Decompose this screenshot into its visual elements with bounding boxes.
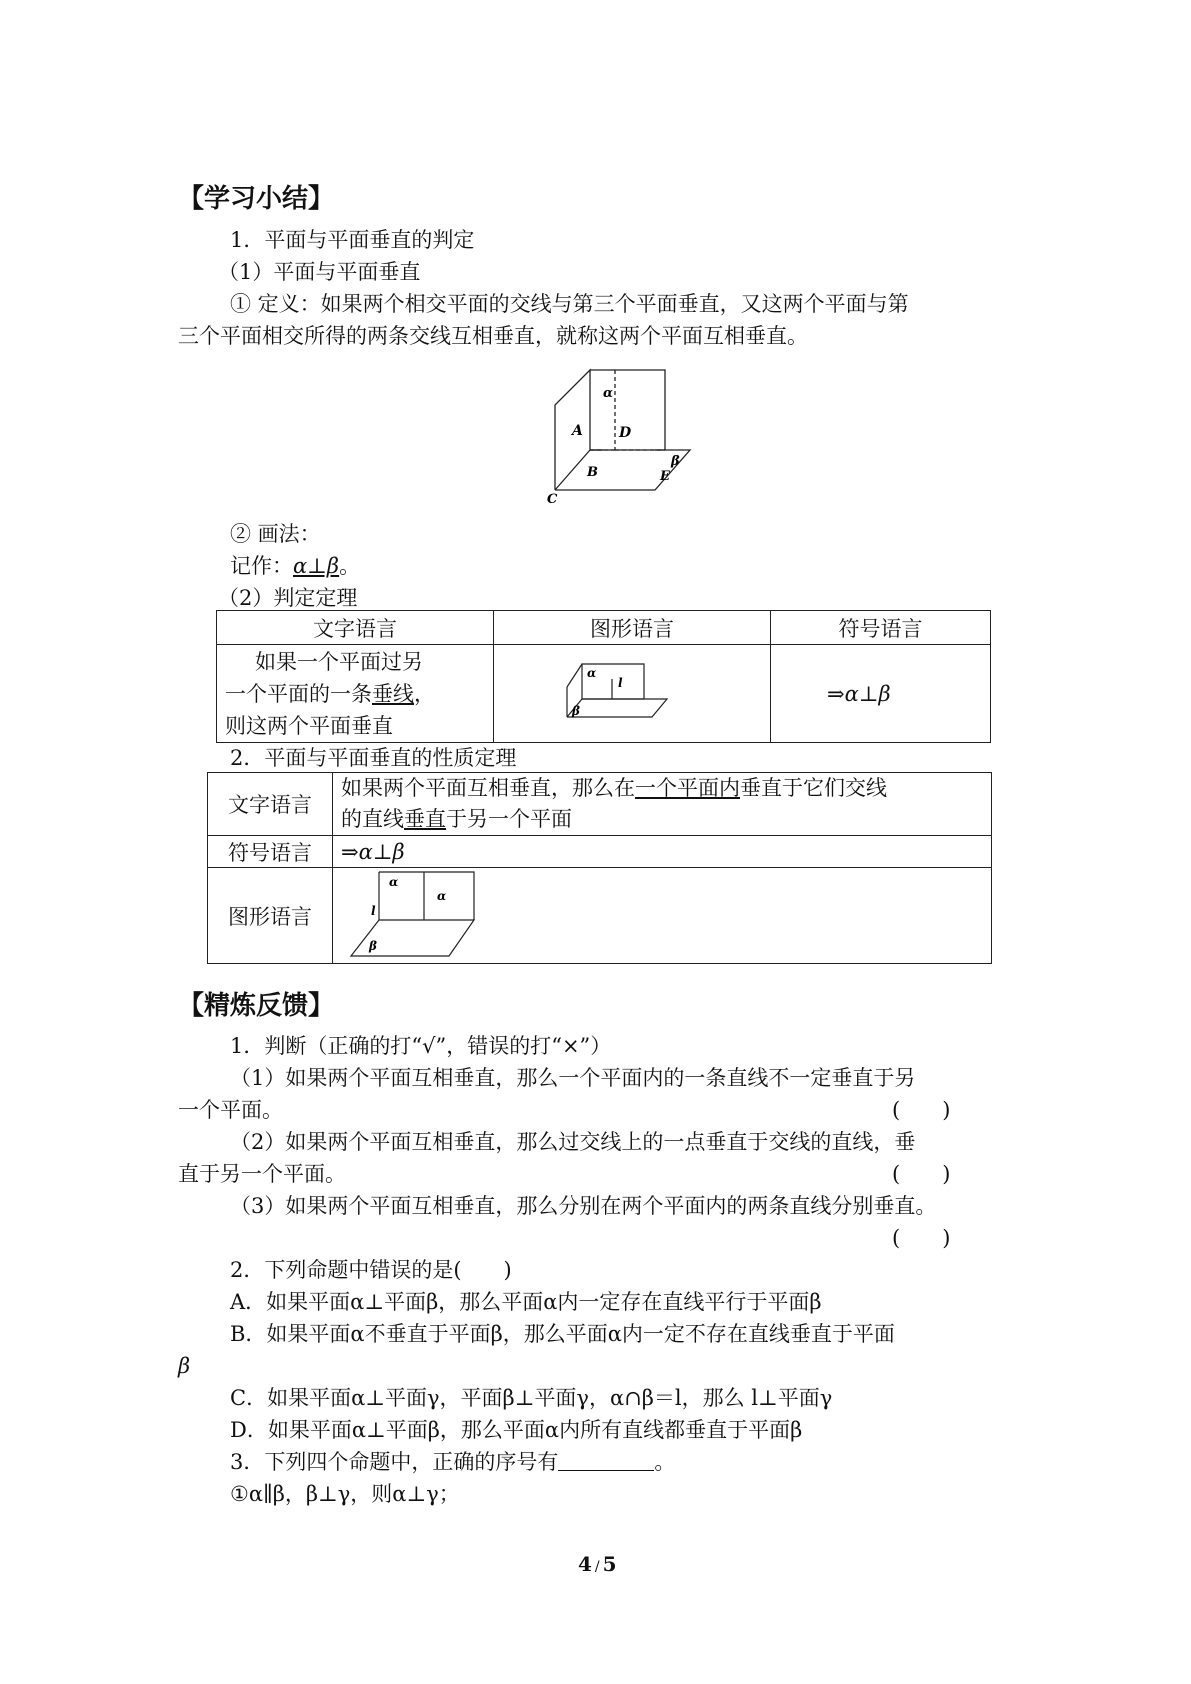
definition-line1: ① 定义：如果两个相交平面的交线与第三个平面垂直，又这两个平面与第 — [230, 292, 909, 316]
table2-label-symbol: 符号语言 — [208, 836, 333, 868]
property-theorem-table — [207, 772, 992, 964]
fig1-label-E: E — [660, 469, 670, 484]
sub2-title: （2）判定定理 — [218, 586, 358, 610]
page-total: 5 — [602, 1552, 617, 1576]
table1-header-symbol: 符号语言 — [771, 611, 991, 645]
notation-line — [230, 550, 360, 582]
q1-1-blank[interactable]: ( ) — [892, 1098, 951, 1122]
notation-suffix: 。 — [339, 554, 361, 578]
table1-text-line2: 一个平面的一条垂线， — [225, 681, 435, 706]
table2-text-cell — [333, 773, 992, 836]
drawing-label: ② 画法： — [230, 522, 321, 546]
table2-label-figure: 图形语言 — [208, 868, 333, 964]
table1-header-figure: 图形语言 — [494, 611, 771, 645]
table1-header-text: 文字语言 — [217, 611, 494, 645]
q2-option-B-line2: β — [178, 1354, 191, 1378]
table1-figure — [552, 659, 672, 729]
q1-1-line1: （1）如果两个平面互相垂直，那么一个平面内的一条直线不一定垂直于另 — [230, 1066, 916, 1090]
table1-symbol-cell — [771, 645, 991, 743]
fig1-label-A: A — [572, 423, 583, 439]
table2-fig-beta: β — [369, 938, 377, 953]
q2-option-D[interactable]: D．如果平面α⊥平面β，那么平面α内所有直线都垂直于平面β — [230, 1418, 803, 1442]
table2-text-line1: 如果两个平面互相垂直，那么在一个平面内垂直于它们交线 — [341, 776, 887, 800]
table1-fig-l: l — [618, 675, 623, 690]
summary-heading: 【学习小结】 — [178, 184, 335, 214]
table1-text-cell — [217, 645, 494, 743]
q1-2-blank[interactable]: ( ) — [892, 1162, 951, 1186]
page-current: 4 — [578, 1552, 592, 1576]
table2-label-text: 文字语言 — [208, 773, 333, 836]
q1-1-line2: 一个平面。 — [178, 1098, 283, 1122]
q2-option-B-line1[interactable]: B．如果平面α不垂直于平面β，那么平面α内一定不存在直线垂直于平面 — [230, 1322, 895, 1346]
perpendicular-planes-figure — [535, 355, 715, 505]
notation-value: α⊥β — [293, 554, 340, 578]
table2-fig-alpha2: α — [437, 888, 447, 903]
q2-option-A[interactable]: A．如果平面α⊥平面β，那么平面α内一定存在直线平行于平面β — [230, 1290, 822, 1314]
q1-2-line2: 直于另一个平面。 — [178, 1162, 346, 1186]
page-number — [578, 1552, 617, 1576]
table1-fig-beta: β — [572, 703, 580, 718]
determination-theorem-table — [216, 610, 991, 743]
page-separator: / — [594, 1559, 600, 1575]
sub1-title: （1）平面与平面垂直 — [218, 260, 421, 284]
table1-symbol: ⇒α⊥β — [827, 681, 891, 706]
q1-title: 1．判断（正确的打“√”，错误的打“×”） — [230, 1034, 612, 1058]
table1-text-line3: 则这两个平面垂直 — [225, 713, 393, 738]
table1-figure-cell — [494, 645, 771, 743]
notation-prefix: 记作： — [230, 554, 293, 578]
fig1-label-alpha: α — [603, 386, 614, 401]
definition-line2: 三个平面相交所得的两条交线互相垂直，就称这两个平面互相垂直。 — [178, 324, 808, 348]
q3-proposition-1: ①α∥β，β⊥γ，则α⊥γ； — [230, 1482, 460, 1506]
practice-heading: 【精炼反馈】 — [178, 991, 335, 1021]
table2-fig-l: l — [371, 903, 376, 918]
fig1-label-B: B — [587, 465, 598, 480]
table2-text-line2: 的直线垂直于另一个平面 — [341, 807, 572, 831]
fig1-label-D: D — [619, 425, 632, 441]
table1-text-line1: 如果一个平面过另 — [255, 649, 423, 674]
table2-figure — [349, 870, 489, 962]
table1-fig-alpha: α — [587, 665, 597, 680]
q3-text: 3．下列四个命题中，正确的序号有 — [230, 1450, 559, 1474]
item1-title: 1．平面与平面垂直的判定 — [230, 228, 475, 252]
q1-2-line1: （2）如果两个平面互相垂直，那么过交线上的一点垂直于交线的直线，垂 — [230, 1130, 916, 1154]
q2-option-C[interactable]: C．如果平面α⊥平面γ，平面β⊥平面γ，α∩β＝l，那么 l⊥平面γ — [230, 1386, 833, 1410]
q2-title: 2．下列命题中错误的是( ) — [230, 1258, 512, 1282]
q1-3-blank[interactable]: ( ) — [892, 1226, 951, 1250]
fig1-label-C: C — [547, 492, 558, 505]
q1-3-line1: （3）如果两个平面互相垂直，那么分别在两个平面内的两条直线分别垂直。 — [230, 1194, 937, 1218]
table2-fig-alpha1: α — [389, 874, 399, 889]
table2-symbol: ⇒α⊥β — [333, 836, 992, 868]
fig1-label-beta: β — [671, 454, 680, 469]
q3-title — [230, 1446, 675, 1478]
q3-answer-blank[interactable] — [558, 1448, 654, 1471]
item2-title: 2．平面与平面垂直的性质定理 — [230, 746, 517, 770]
table2-figure-cell — [333, 868, 992, 964]
q3-suffix: 。 — [654, 1450, 676, 1474]
